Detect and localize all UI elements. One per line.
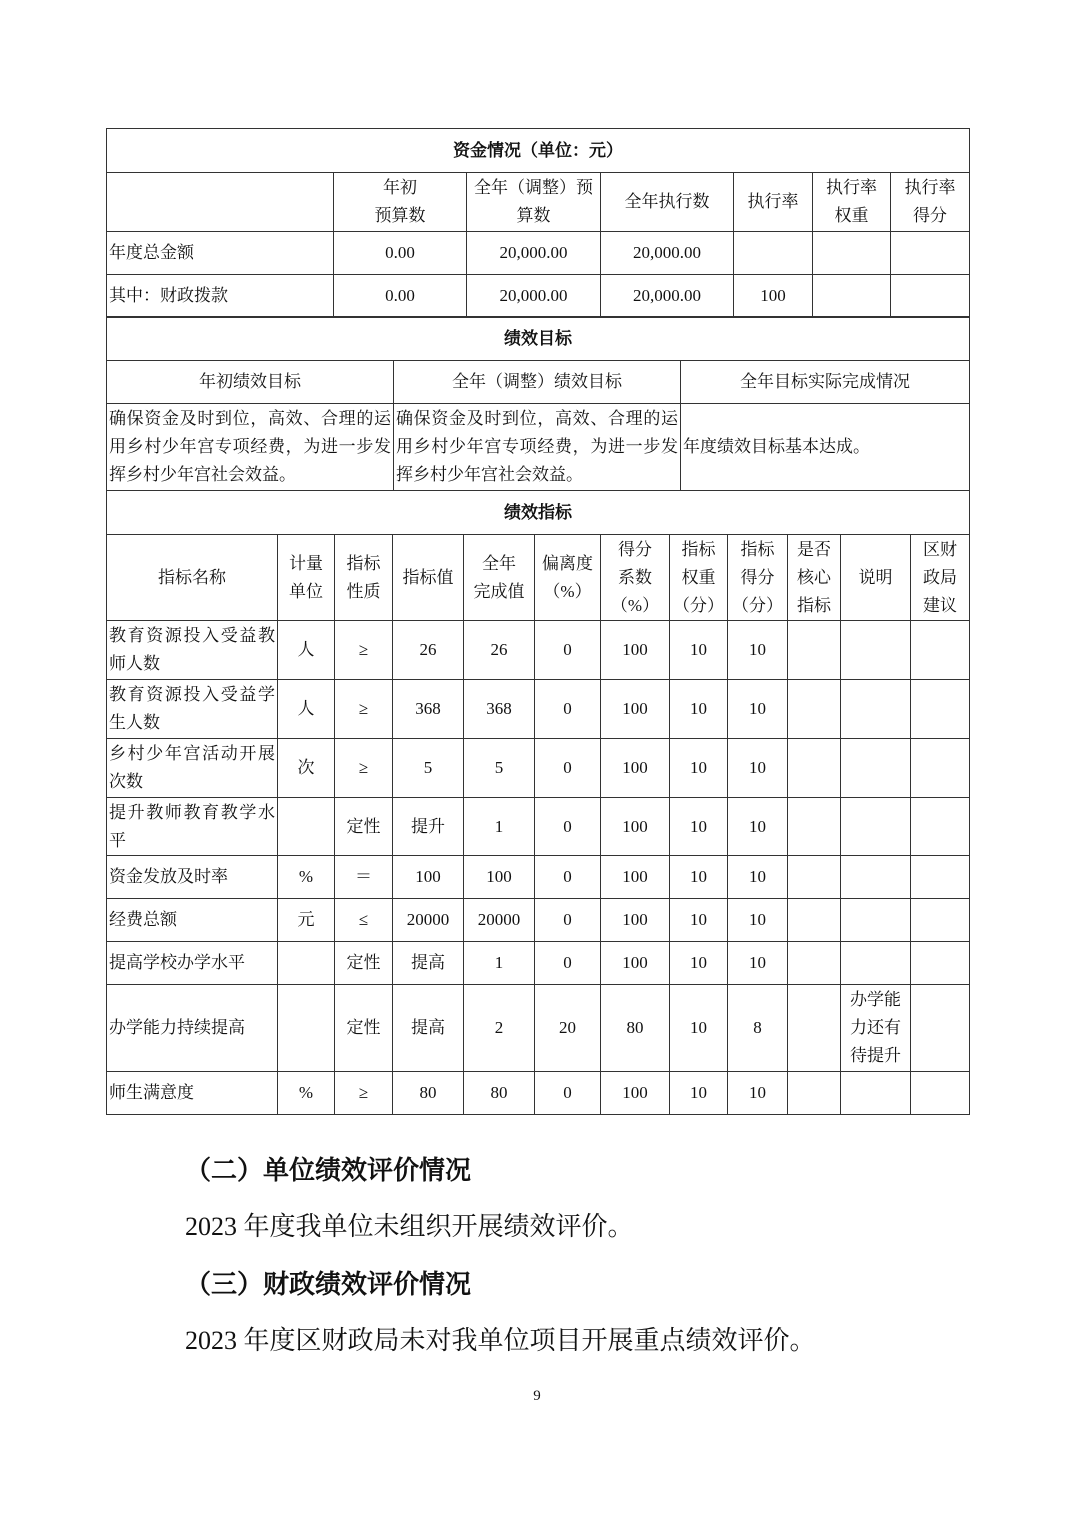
column-header: 全年执行数 <box>601 173 734 232</box>
table-cell: 0 <box>535 856 601 899</box>
table-cell: 20 <box>535 985 601 1072</box>
table-cell: 办学能力持续提高 <box>107 985 278 1072</box>
table-cell <box>278 798 335 856</box>
table-cell <box>911 899 970 942</box>
table-cell: 10 <box>728 680 788 739</box>
table-cell: 100 <box>601 739 670 798</box>
table-cell: 年度总金额 <box>107 232 334 275</box>
column-header: 指标 性质 <box>335 535 393 621</box>
column-header: 全年（调整）预 算数 <box>467 173 601 232</box>
table-cell <box>788 680 841 739</box>
funds-table <box>106 128 970 318</box>
table-row <box>107 173 970 232</box>
table-cell: 10 <box>728 1072 788 1115</box>
table-cell: 人 <box>278 621 335 680</box>
section-text: 2023 年度区财政局未对我单位项目开展重点绩效评价。 <box>185 1326 816 1355</box>
table-cell <box>841 621 911 680</box>
table-cell <box>278 942 335 985</box>
column-header: 指标 权重 （分） <box>670 535 728 621</box>
table-row <box>107 942 970 985</box>
table-cell: 10 <box>728 899 788 942</box>
table-cell: 5 <box>464 739 535 798</box>
table-cell <box>911 739 970 798</box>
table-cell <box>788 621 841 680</box>
table-cell: 办学能 力还有 待提升 <box>841 985 911 1072</box>
table-cell <box>841 1072 911 1115</box>
column-header: 指标值 <box>393 535 464 621</box>
table-cell: 100 <box>601 680 670 739</box>
table-row <box>107 361 970 404</box>
table-cell: 确保资金及时到位，高效、合理的运用乡村少年宫专项经费，为进一步发挥乡村少年宫社会效益。 <box>394 404 681 491</box>
column-header: 年初绩效目标 <box>107 361 394 404</box>
table-cell <box>841 942 911 985</box>
table-row <box>107 680 970 739</box>
column-header: 指标 得分 （分） <box>728 535 788 621</box>
table-cell: 100 <box>601 621 670 680</box>
table-row <box>107 985 970 1072</box>
table-cell: 20,000.00 <box>601 232 734 275</box>
table-cell: 1 <box>464 942 535 985</box>
table-cell: 100 <box>601 1072 670 1115</box>
table-cell: 26 <box>464 621 535 680</box>
column-header: 年初 预算数 <box>334 173 467 232</box>
table-cell: 提升 <box>393 798 464 856</box>
table-cell: 10 <box>728 798 788 856</box>
table-cell: 2 <box>464 985 535 1072</box>
table-cell: % <box>278 1072 335 1115</box>
indicators-table <box>106 490 970 1115</box>
table-cell: 教育资源投入受益教师人数 <box>107 621 278 680</box>
table-cell: 20000 <box>393 899 464 942</box>
table-row <box>107 535 970 621</box>
table-cell: 10 <box>670 1072 728 1115</box>
table-cell: 提升教师教育教学水平 <box>107 798 278 856</box>
table-cell: 定性 <box>335 985 393 1072</box>
table-row <box>107 275 970 318</box>
table-cell: ≥ <box>335 739 393 798</box>
table-cell: 80 <box>393 1072 464 1115</box>
table-cell: 10 <box>728 856 788 899</box>
table-row <box>107 899 970 942</box>
column-header: 是否 核心 指标 <box>788 535 841 621</box>
table-cell: 10 <box>670 739 728 798</box>
table-cell: 100 <box>601 798 670 856</box>
table-cell: 提高学校办学水平 <box>107 942 278 985</box>
table-cell <box>788 1072 841 1115</box>
column-header: 执行率 权重 <box>813 173 891 232</box>
table-cell: 0 <box>535 942 601 985</box>
section-heading: （二）单位绩效评价情况 <box>185 1156 472 1185</box>
table-cell <box>788 942 841 985</box>
table-cell <box>734 232 813 275</box>
table-cell: 80 <box>464 1072 535 1115</box>
column-header <box>107 173 334 232</box>
table-cell <box>841 798 911 856</box>
table-cell: 0 <box>535 621 601 680</box>
table-cell: ＝ <box>335 856 393 899</box>
table-cell <box>891 232 970 275</box>
table-cell: 10 <box>670 942 728 985</box>
page-number: 9 <box>533 1388 541 1404</box>
table-cell: 10 <box>728 942 788 985</box>
table-cell: 10 <box>670 985 728 1072</box>
table-cell: 26 <box>393 621 464 680</box>
goals-title: 绩效目标 <box>107 317 970 361</box>
table-cell <box>911 798 970 856</box>
table-cell: 提高 <box>393 942 464 985</box>
table-cell: 0.00 <box>334 232 467 275</box>
table-cell: 提高 <box>393 985 464 1072</box>
section-heading: （三）财政绩效评价情况 <box>185 1270 472 1299</box>
table-cell <box>788 899 841 942</box>
table-cell: 10 <box>728 621 788 680</box>
table-cell: 10 <box>670 621 728 680</box>
table-cell <box>911 856 970 899</box>
table-row <box>107 404 970 491</box>
table-cell <box>788 856 841 899</box>
table-cell: 其中：财政拨款 <box>107 275 334 318</box>
table-cell: 教育资源投入受益学生人数 <box>107 680 278 739</box>
table-cell <box>911 942 970 985</box>
column-header: 区财 政局 建议 <box>911 535 970 621</box>
column-header: 指标名称 <box>107 535 278 621</box>
table-cell <box>911 680 970 739</box>
table-cell <box>788 798 841 856</box>
table-cell <box>911 985 970 1072</box>
column-header: 全年 完成值 <box>464 535 535 621</box>
table-cell: 元 <box>278 899 335 942</box>
table-row <box>107 621 970 680</box>
table-cell: 0.00 <box>334 275 467 318</box>
table-cell: 100 <box>601 899 670 942</box>
table-cell: 100 <box>601 942 670 985</box>
table-cell: 20,000.00 <box>601 275 734 318</box>
table-cell <box>813 275 891 318</box>
column-header: 执行率 得分 <box>891 173 970 232</box>
table-cell: 次 <box>278 739 335 798</box>
table-cell: 1 <box>464 798 535 856</box>
table-cell: 人 <box>278 680 335 739</box>
table-row <box>107 1072 970 1115</box>
table-cell: 0 <box>535 798 601 856</box>
indicators-title: 绩效指标 <box>107 491 970 535</box>
table-cell: 20000 <box>464 899 535 942</box>
table-cell <box>788 985 841 1072</box>
table-cell: 0 <box>535 739 601 798</box>
table-cell: 368 <box>393 680 464 739</box>
table-cell: % <box>278 856 335 899</box>
table-cell: ≤ <box>335 899 393 942</box>
column-header: 执行率 <box>734 173 813 232</box>
table-cell <box>278 985 335 1072</box>
column-header: 得分 系数 （%） <box>601 535 670 621</box>
table-cell: 100 <box>734 275 813 318</box>
column-header: 说明 <box>841 535 911 621</box>
column-header: 偏离度 （%） <box>535 535 601 621</box>
table-cell: 10 <box>670 856 728 899</box>
table-cell: 80 <box>601 985 670 1072</box>
table-cell: 0 <box>535 899 601 942</box>
table-cell: 师生满意度 <box>107 1072 278 1115</box>
table-cell: 经费总额 <box>107 899 278 942</box>
column-header: 全年目标实际完成情况 <box>681 361 970 404</box>
section-text: 2023 年度我单位未组织开展绩效评价。 <box>185 1212 634 1241</box>
table-row <box>107 856 970 899</box>
table-cell: ≥ <box>335 1072 393 1115</box>
table-cell: 100 <box>601 856 670 899</box>
table-cell <box>891 275 970 318</box>
table-cell: 20,000.00 <box>467 232 601 275</box>
table-cell: 乡村少年宫活动开展次数 <box>107 739 278 798</box>
table-row <box>107 798 970 856</box>
table-cell <box>813 232 891 275</box>
table-cell <box>788 739 841 798</box>
goals-table <box>106 316 970 491</box>
table-cell: 资金发放及时率 <box>107 856 278 899</box>
table-cell <box>841 739 911 798</box>
column-header: 计量 单位 <box>278 535 335 621</box>
table-row <box>107 739 970 798</box>
table-cell: 10 <box>670 798 728 856</box>
table-cell: ≥ <box>335 621 393 680</box>
table-row <box>107 232 970 275</box>
table-cell: 368 <box>464 680 535 739</box>
table-cell: 8 <box>728 985 788 1072</box>
table-cell: 100 <box>393 856 464 899</box>
table-cell: 5 <box>393 739 464 798</box>
table-cell: ≥ <box>335 680 393 739</box>
table-cell: 10 <box>670 899 728 942</box>
table-cell: 年度绩效目标基本达成。 <box>681 404 970 491</box>
table-cell: 确保资金及时到位，高效、合理的运用乡村少年宫专项经费，为进一步发挥乡村少年宫社会效益。 <box>107 404 394 491</box>
table-cell: 10 <box>728 739 788 798</box>
table-cell: 100 <box>464 856 535 899</box>
column-header: 全年（调整）绩效目标 <box>394 361 681 404</box>
table-cell: 0 <box>535 680 601 739</box>
funds-title: 资金情况（单位：元） <box>107 129 970 173</box>
table-cell <box>911 621 970 680</box>
table-cell <box>841 899 911 942</box>
table-cell <box>841 856 911 899</box>
table-cell: 10 <box>670 680 728 739</box>
table-cell: 定性 <box>335 798 393 856</box>
table-cell <box>911 1072 970 1115</box>
table-cell: 定性 <box>335 942 393 985</box>
table-cell: 20,000.00 <box>467 275 601 318</box>
table-cell: 0 <box>535 1072 601 1115</box>
table-cell <box>841 680 911 739</box>
